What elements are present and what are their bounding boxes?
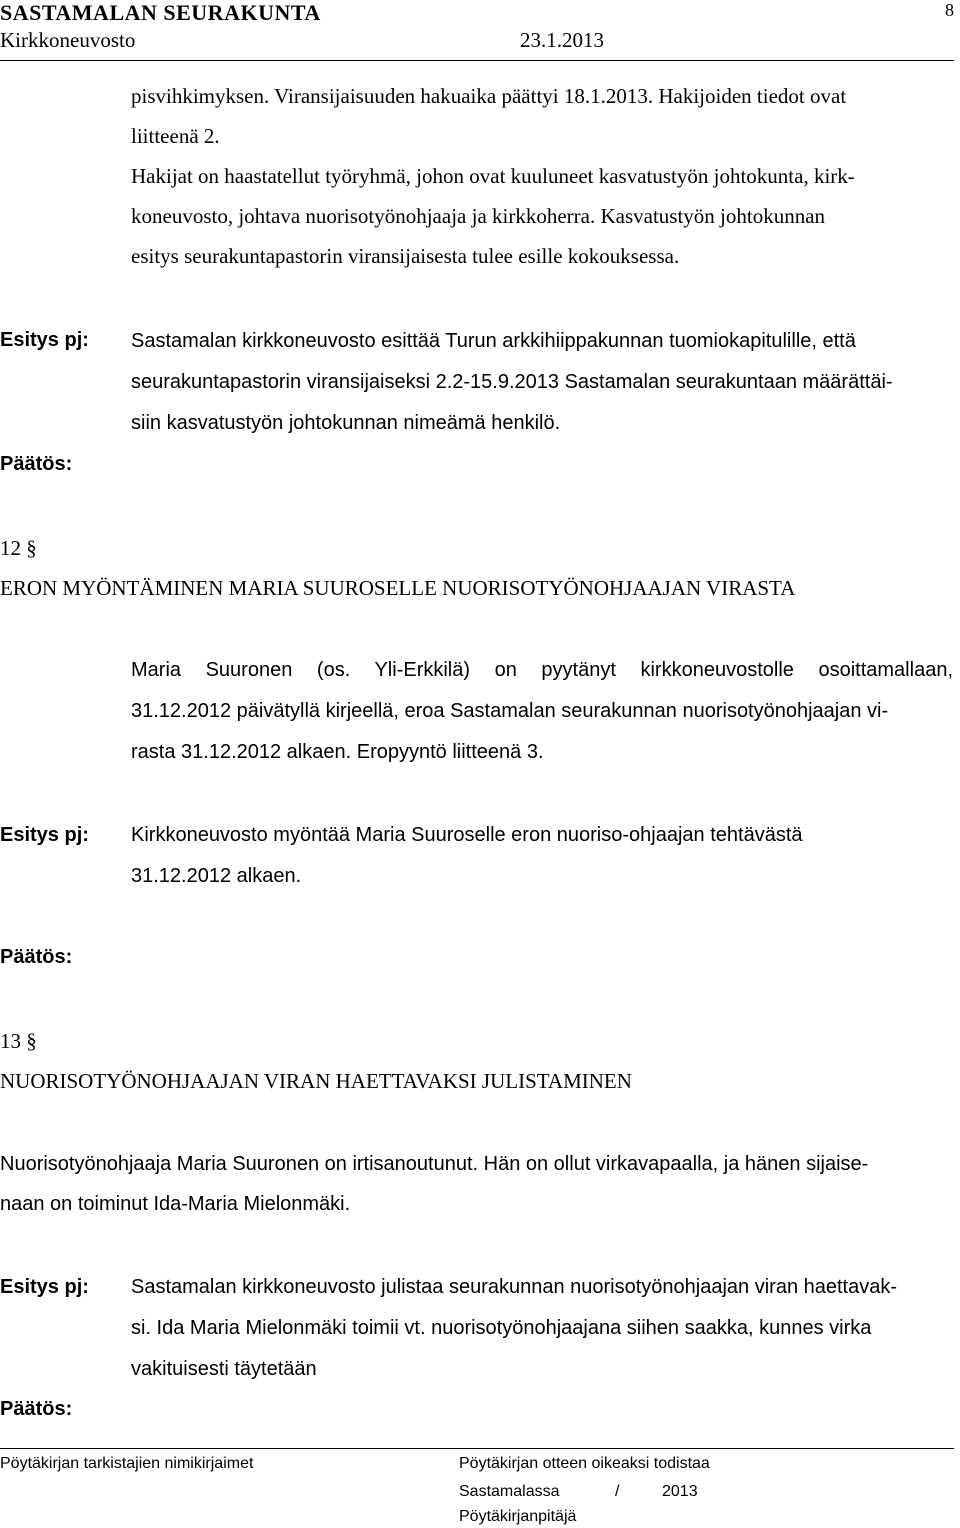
organization-name: SASTAMALAN SEURAKUNTA: [0, 0, 321, 25]
proposal-label: Esitys pj:: [0, 1276, 89, 1298]
footer-rule: [0, 1448, 954, 1449]
section-mark: §: [26, 536, 37, 560]
decision-label: Päätös:: [0, 453, 73, 475]
decision-label: Päätös:: [0, 946, 73, 968]
body-line: Nuorisotyönohjaaja Maria Suuronen on irtisanoutunut. Hän on ollut virkavapaalla, ja hänen sijaise-: [0, 1153, 869, 1175]
proposal-line: vakituisesti täytetään: [131, 1358, 317, 1380]
proposal-label: Esitys pj:: [0, 329, 89, 351]
intro-line: liitteenä 2.: [131, 124, 220, 148]
proposal-line: si. Ida Maria Mielonmäki toimii vt. nuorisotyönohjaajana siihen saakka, kunnes virka: [131, 1317, 872, 1339]
intro-line: pisvihkimyksen. Viransijaisuuden hakuaika päättyi 18.1.2013. Hakijoiden tiedot ovat: [131, 84, 847, 108]
intro-line: Hakijat on haastatellut työryhmä, johon ovat kuuluneet kasvatustyön johtokunta, kirk-: [131, 164, 855, 188]
proposal-line: Sastamalan kirkkoneuvosto julistaa seurakunnan nuorisotyönohjaajan viran haettavak-: [131, 1276, 898, 1298]
intro-line: esitys seurakuntapastorin viransijaisesta tulee esille kokouksessa.: [131, 244, 680, 268]
header-rule: [0, 60, 954, 61]
footer-slash: /: [615, 1483, 620, 1500]
meeting-body: Kirkkoneuvosto: [0, 28, 136, 52]
intro-line: koneuvosto, johtava nuorisotyönohjaaja ja kirkkoherra. Kasvatustyön johtokunnan: [131, 204, 826, 228]
footer-year: 2013: [662, 1483, 698, 1500]
meeting-date: 23.1.2013: [520, 28, 604, 52]
footer-certification: Pöytäkirjan otteen oikeaksi todistaa: [459, 1455, 710, 1472]
footer-place: Sastamalassa: [459, 1483, 560, 1500]
proposal-line: Sastamalan kirkkoneuvosto esittää Turun arkkihiippakunnan tuomiokapitulille, että: [131, 330, 856, 352]
footer-secretary: Pöytäkirjanpitäjä: [459, 1508, 577, 1525]
footer-reviewers: Pöytäkirjan tarkistajien nimikirjaimet: [0, 1455, 254, 1472]
decision-label: Päätös:: [0, 1398, 73, 1420]
proposal-line: siin kasvatustyön johtokunnan nimeämä henkilö.: [131, 412, 561, 434]
proposal-label: Esitys pj:: [0, 824, 89, 846]
section-title: NUORISOTYÖNOHJAAJAN VIRAN HAETTAVAKSI JULISTAMINEN: [0, 1069, 632, 1093]
page-number: 8: [945, 0, 954, 20]
section-number-value: 13: [0, 1029, 21, 1053]
body-line: rasta 31.12.2012 alkaen. Eropyyntö liitteenä 3.: [131, 741, 544, 763]
body-line: Maria Suuronen (os. Yli-Erkkilä) on pyytänyt kirkkoneuvostolle osoittamallaan,: [131, 659, 953, 681]
section-title: ERON MYÖNTÄMINEN MARIA SUUROSELLE NUORISOTYÖNOHJAAJAN VIRASTA: [0, 576, 796, 600]
proposal-line: seurakuntapastorin viransijaiseksi 2.2-15.9.2013 Sastamalan seurakuntaan määrättäi-: [131, 371, 893, 393]
proposal-line: 31.12.2012 alkaen.: [131, 865, 302, 887]
section-number: [0, 1029, 37, 1054]
section-number-value: 12: [0, 536, 21, 560]
body-line: 31.12.2012 päivätyllä kirjeellä, eroa Sastamalan seurakunnan nuorisotyönohjaajan vi-: [131, 700, 889, 722]
section-mark: §: [26, 1029, 37, 1053]
section-number: [0, 536, 37, 561]
body-line: naan on toiminut Ida-Maria Mielonmäki.: [0, 1193, 351, 1215]
proposal-line: Kirkkoneuvosto myöntää Maria Suuroselle eron nuoriso-ohjaajan tehtävästä: [131, 824, 803, 846]
